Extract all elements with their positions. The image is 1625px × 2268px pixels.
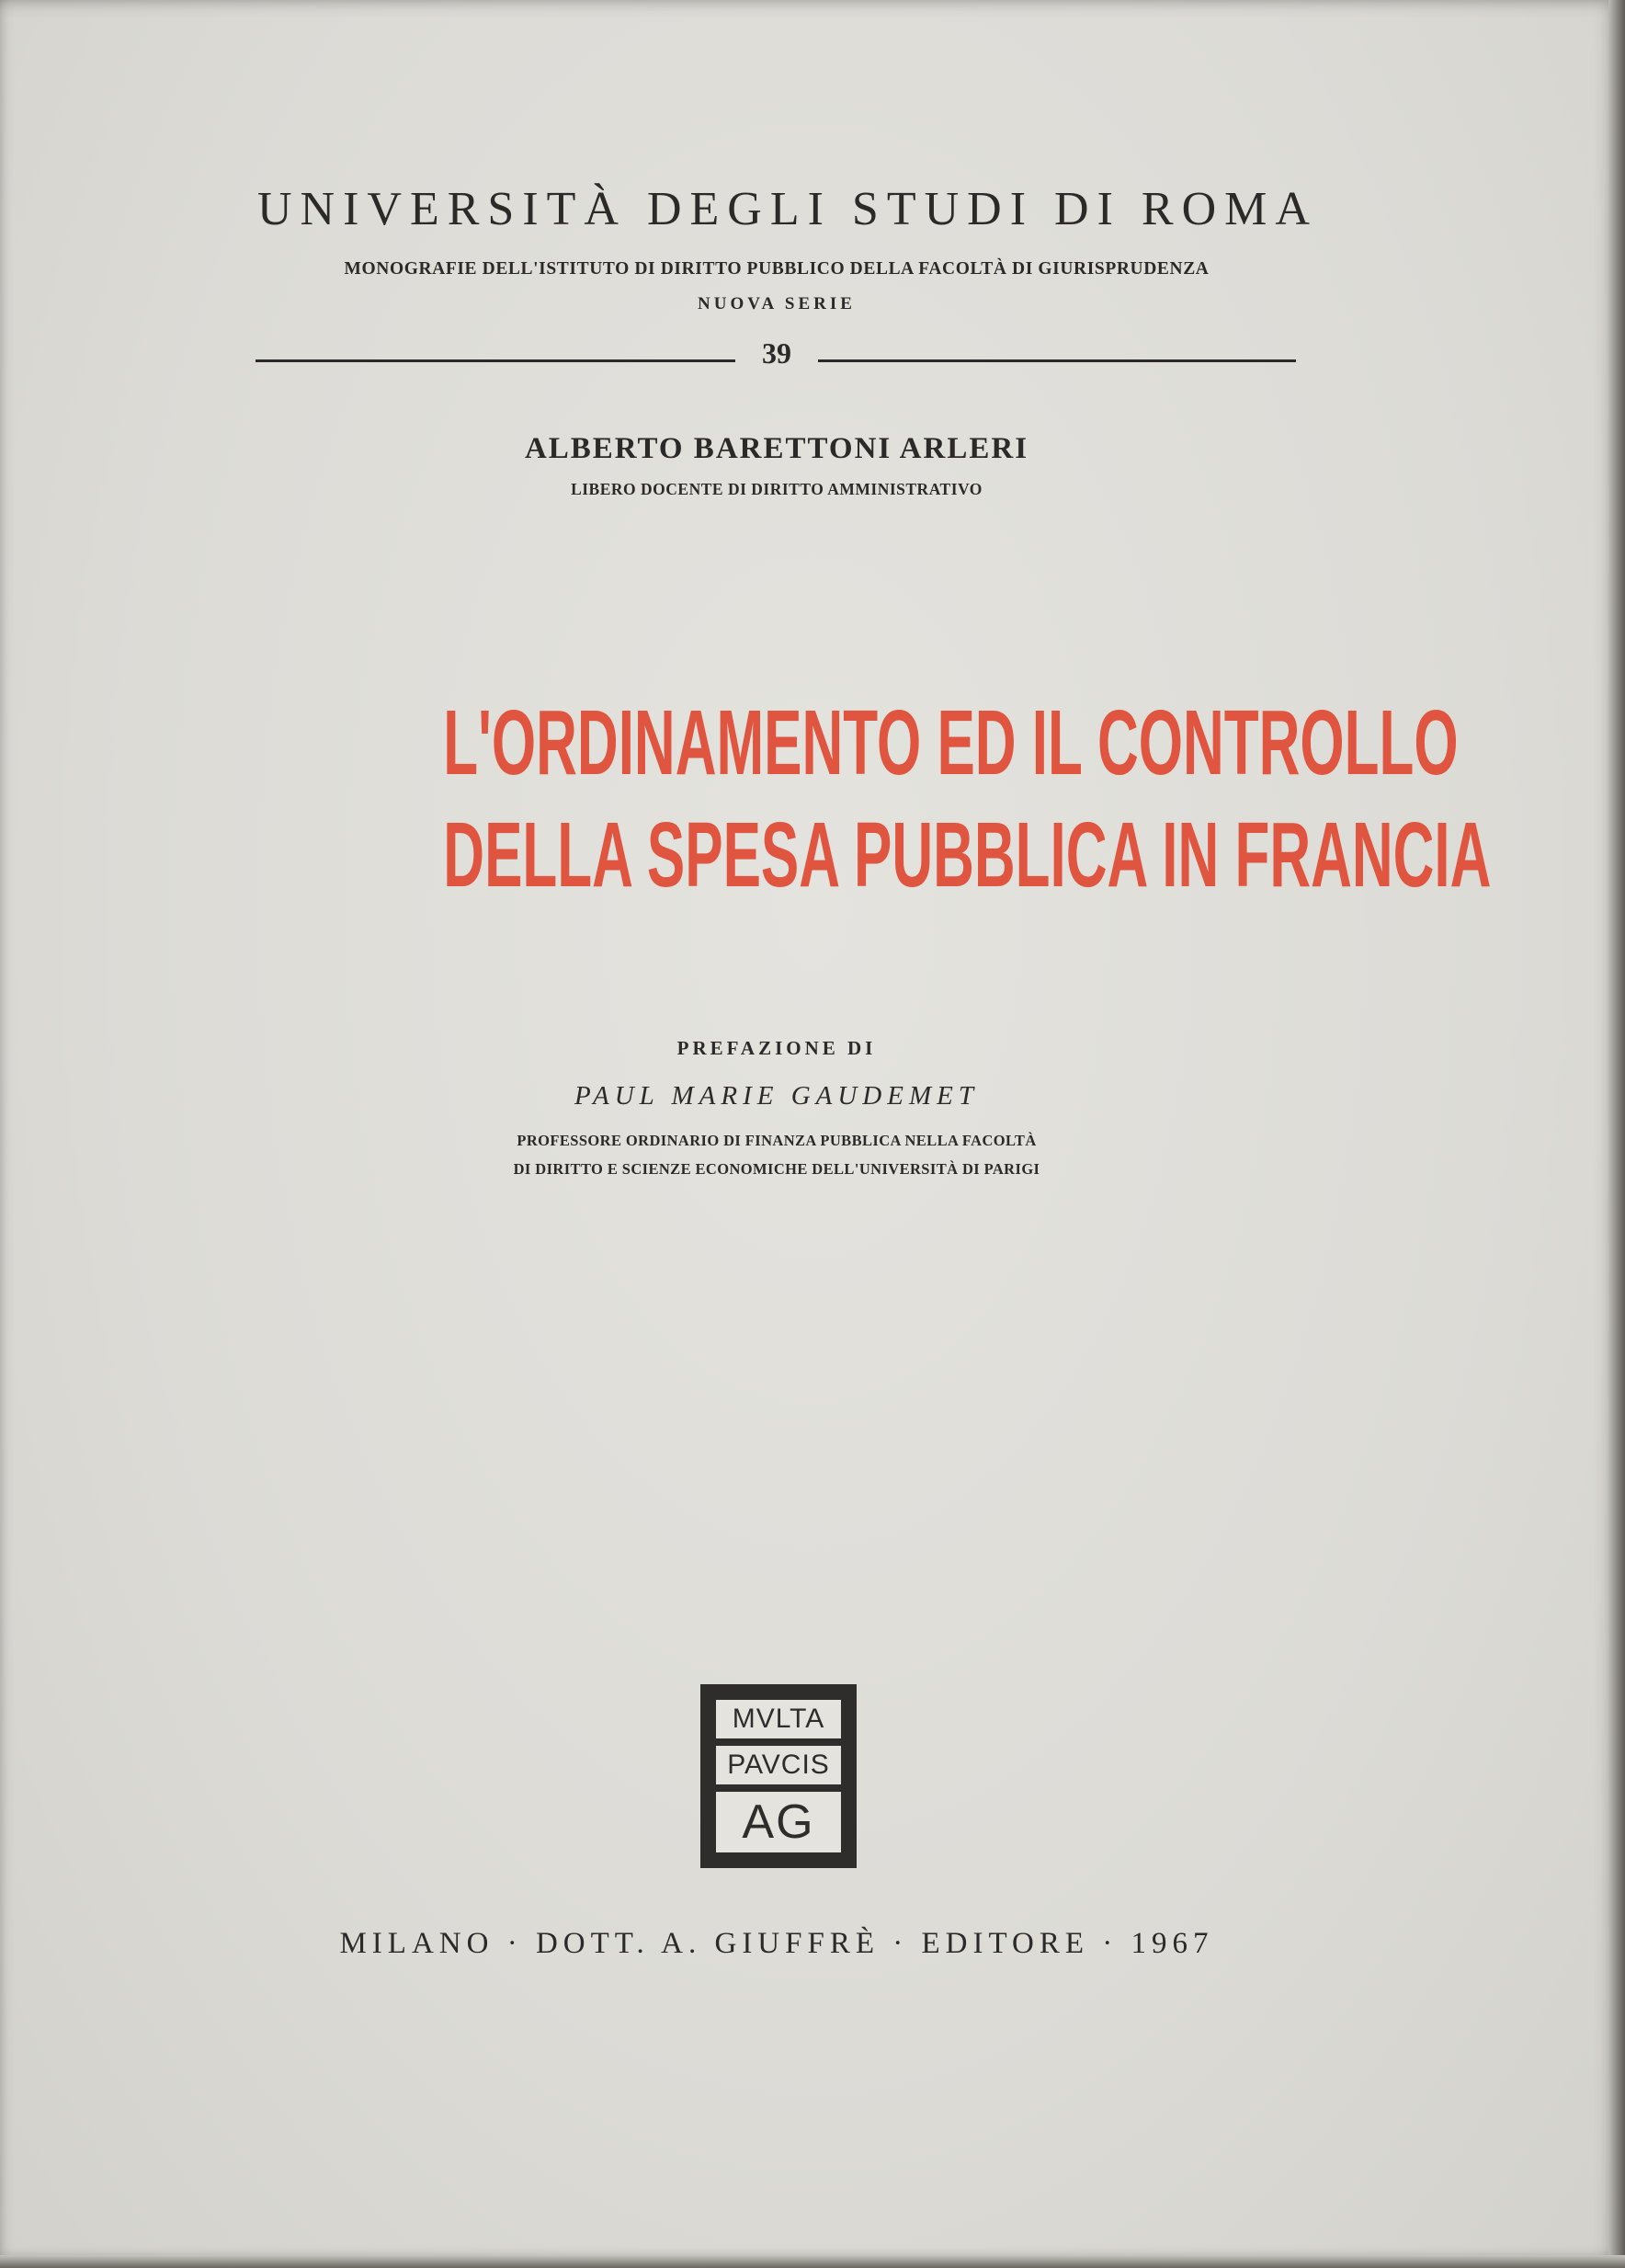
divider-left <box>256 359 735 362</box>
preface-label: PREFAZIONE DI <box>676 1037 877 1059</box>
series-title: MONOGRAFIE DELL'ISTITUTO DI DIRITTO PUBBLICO DELLA FACOLTÀ DI GIURISPRUDENZA <box>344 259 1210 279</box>
author-role: LIBERO DOCENTE DI DIRITTO AMMINISTRATIVO <box>571 480 983 498</box>
university-title: UNIVERSITÀ DEGLI STUDI DI ROMA <box>257 183 1318 235</box>
publisher-logo <box>700 1684 857 1868</box>
preface-author-desc-1: PROFESSORE ORDINARIO DI FINANZA PUBBLICA NELLA FACOLTÀ <box>517 1132 1037 1149</box>
author-name: ALBERTO BARETTONI ARLERI <box>524 432 1029 465</box>
logo-line-3: AG <box>716 1792 841 1852</box>
volume-number: 39 <box>762 336 791 370</box>
logo-line-1: MVLTA <box>716 1700 841 1738</box>
book-title-line-2: DELLA SPESA PUBBLICA IN FRANCIA <box>443 803 1492 906</box>
publisher-imprint: MILANO · DOTT. A. GIUFFRÈ · EDITORE · 1967 <box>339 1927 1214 1960</box>
cover-edge-right <box>1608 0 1625 2268</box>
series-subtitle: NUOVA SERIE <box>698 294 856 313</box>
preface-author-desc-2: DI DIRITTO E SCIENZE ECONOMICHE DELL'UNIVERSITÀ DI PARIGI <box>513 1160 1040 1178</box>
cover-edge-bottom <box>0 2255 1625 2268</box>
preface-author-name: PAUL MARIE GAUDEMET <box>574 1081 979 1111</box>
book-title-line-1: L'ORDINAMENTO ED IL CONTROLLO <box>443 691 1459 794</box>
divider-right <box>818 359 1296 362</box>
logo-line-2: PAVCIS <box>716 1746 841 1784</box>
